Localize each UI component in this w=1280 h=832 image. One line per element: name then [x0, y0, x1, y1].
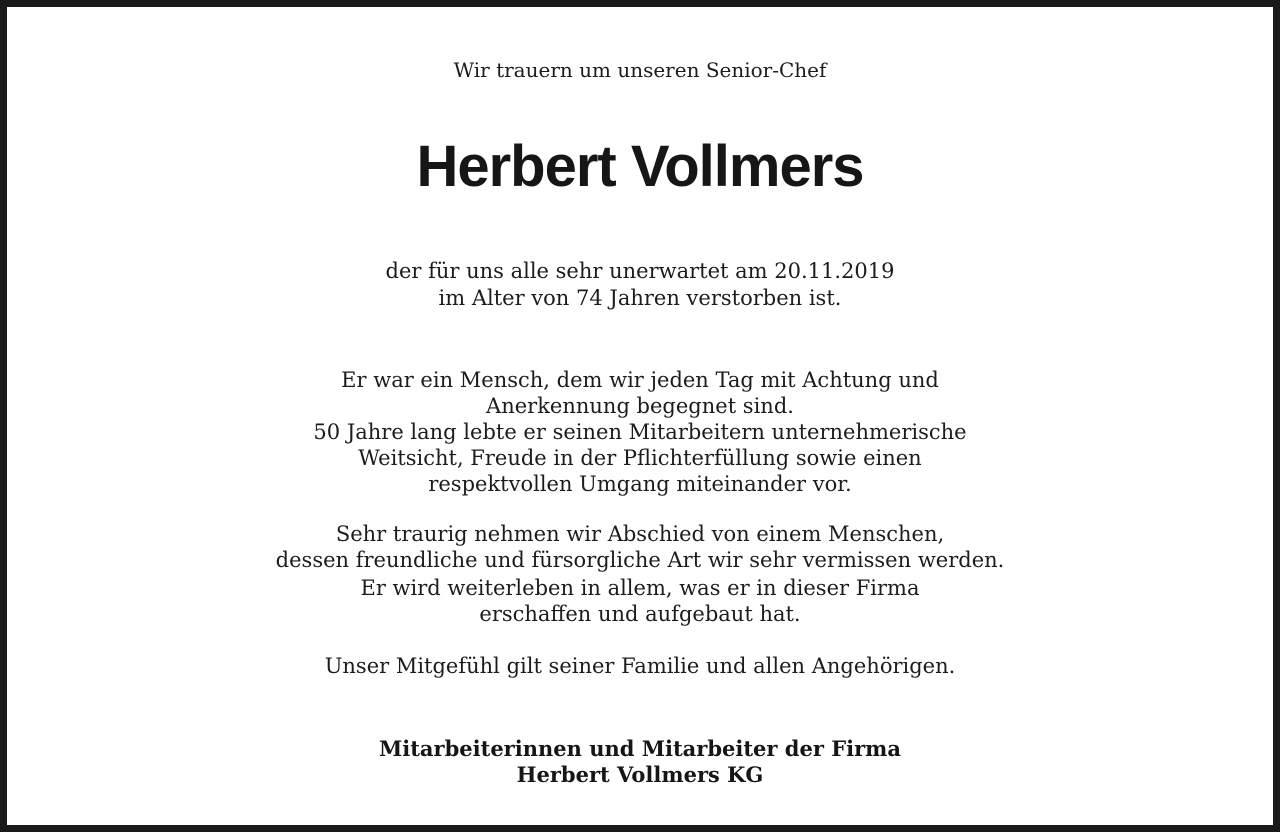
signature-line-2: Herbert Vollmers KG [516, 762, 764, 787]
death-notice-line-2: im Alter von 74 Jahren verstorben ist. [438, 286, 842, 310]
tribute-line-3: 50 Jahre lang lebte er seinen Mitarbeitern unternehmerische [313, 420, 967, 444]
farewell-line-2: dessen freundliche und fürsorgliche Art wir sehr vermissen werden. [275, 548, 1005, 572]
farewell-line-3: Er wird weiterleben in allem, was er in dieser Firma [360, 576, 920, 600]
farewell-line-1: Sehr traurig nehmen wir Abschied von einem Menschen, [335, 522, 945, 546]
intro-line: Wir trauern um unseren Senior-Chef [453, 58, 827, 82]
tribute-line-1: Er war ein Mensch, dem wir jeden Tag mit Achtung und [341, 368, 939, 392]
death-notice-line-1: der für uns alle sehr unerwartet am 20.11.2019 [385, 259, 895, 283]
farewell-line-4: erschaffen und aufgebaut hat. [479, 602, 801, 626]
tribute-line-5: respektvollen Umgang miteinander vor. [428, 472, 852, 496]
deceased-name: Herbert Vollmers [416, 134, 864, 199]
tribute-line-4: Weitsicht, Freude in der Pflichterfüllung sowie einen [358, 446, 922, 470]
tribute-line-2: Anerkennung begegnet sind. [486, 394, 794, 418]
condolence-line: Unser Mitgefühl gilt seiner Familie und allen Angehörigen. [324, 654, 956, 678]
signature-line-1: Mitarbeiterinnen und Mitarbeiter der Firma [379, 736, 901, 761]
